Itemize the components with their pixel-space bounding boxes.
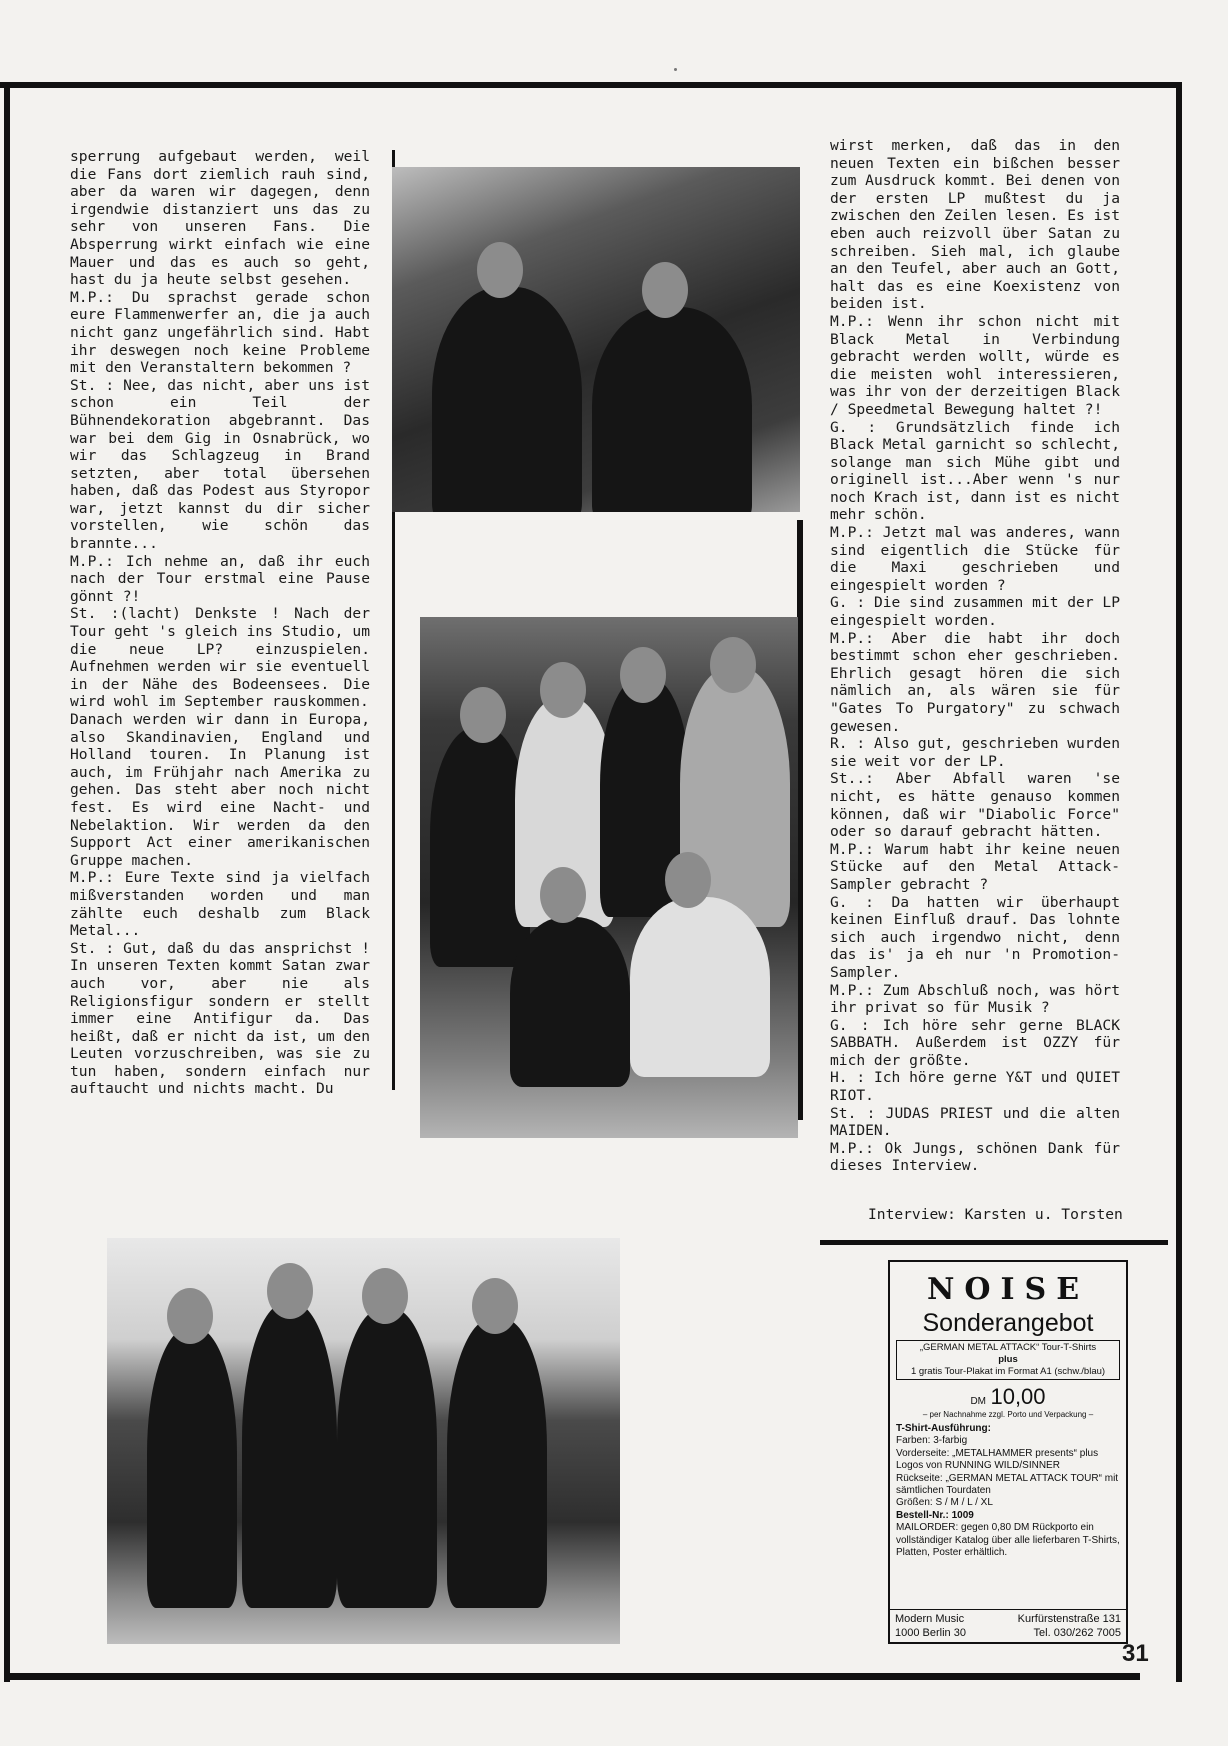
person-figure xyxy=(337,1308,437,1608)
band-photo-group xyxy=(420,617,798,1138)
offer-line: „GERMAN METAL ATTACK“ Tour-T-Shirts xyxy=(919,1342,1097,1353)
person-figure xyxy=(630,897,770,1077)
price xyxy=(890,1384,1126,1410)
price-currency: DM xyxy=(970,1396,987,1407)
paragraph: sperrung aufgebaut werden, weil die Fans dort ziemlich rauh sind, aber da waren wir dagegen, denn irgendwie distanziert uns das zu sehr von unseren Fans. Die Absperrung wirkt einfach wie eine Mauer und das es auch so geht, hast du ja heute selbst gesehen. xyxy=(70,148,370,289)
person-head xyxy=(267,1263,313,1319)
interview-column-left xyxy=(70,148,370,1098)
offer-box xyxy=(896,1340,1120,1380)
page-frame-bottom xyxy=(4,1673,1140,1680)
person-head xyxy=(167,1288,213,1344)
paragraph: G. : Grundsätzlich finde ich Black Metal garnicht so schlecht, solange man sich Mühe gibt und originell ist...Aber wenn 's nur noch Krach ist, dann ist es nicht mehr schön. xyxy=(830,418,1120,524)
offer-plus: plus xyxy=(998,1354,1018,1365)
paragraph: R. : Also gut, geschrieben wurden sie weit vor der LP. xyxy=(830,735,1120,770)
person-figure xyxy=(147,1328,237,1608)
paragraph: St..: Aber Abfall waren 'se nicht, es hätte genauso kommen können, daß wir "Diabolic Force" oder so darauf gebracht hätten. xyxy=(830,770,1120,841)
person-head xyxy=(620,647,666,703)
person-head xyxy=(642,262,688,318)
paragraph: St. : JUDAS PRIEST und die alten MAIDEN. xyxy=(830,1104,1120,1140)
person-figure xyxy=(510,917,630,1087)
paragraph: M.P.: Ok Jungs, schönen Dank für dieses Interview. xyxy=(830,1139,1120,1175)
paragraph: wirst merken, daß das in den neuen Texten ein bißchen besser zum Ausdruck kommt. Bei denen von der ersten LP mußtest du ja zwischen den Zeilen lesen. Es ist eben auch reizvoll über Satan zu schreiben. Sieh mal, ich glaube an den Teufel, aber auch an Gott, halt das es eine Koexistenz von beiden ist. xyxy=(830,137,1120,313)
paper-speck xyxy=(674,68,677,71)
paragraph: M.P.: Warum habt ihr keine neuen Stücke auf den Metal Attack-Sampler gebracht ? xyxy=(830,840,1120,893)
paragraph: M.P.: Aber die habt ihr doch bestimmt schon eher geschrieben. Ehrlich gesagt hören die sich nämlich an, als wären sie für "Gates To Purgatory" zu schwach gewesen. xyxy=(830,629,1120,735)
person-head xyxy=(540,662,586,718)
paragraph: M.P.: Eure Texte sind ja vielfach mißverstanden worden und man zählte euch deshalb zum Black Metal... xyxy=(70,869,370,940)
band-photo-outdoor xyxy=(107,1238,620,1644)
paragraph: G. : Die sind zusammen mit der LP eingespielt worden. xyxy=(830,594,1120,630)
price-amount: 10,00 xyxy=(990,1384,1046,1409)
offer-line: 1 gratis Tour-Plakat im Format A1 (schw./blau) xyxy=(910,1366,1106,1377)
paragraph: Danach werden wir dann in Europa, also Skandinavien, England und Holland touren. In Planung ist auch, im Frühjahr nach Amerika zu gehen. Das steht aber noch nicht fest. Es wird eine Nacht- und Nebelaktion. Wir werden da den Support Act einer amerikanischen Gruppe machen. xyxy=(70,711,370,869)
shop-city: 1000 Berlin 30 xyxy=(895,1627,966,1639)
person-head xyxy=(710,637,756,693)
interview-credit: Interview: Karsten u. Torsten xyxy=(868,1206,1123,1223)
person-head xyxy=(472,1278,518,1334)
ad-separator xyxy=(820,1240,1168,1245)
price-note: – per Nachnahme zzgl. Porto und Verpackung – xyxy=(922,1410,1094,1419)
ad-details xyxy=(896,1423,1120,1559)
person-head xyxy=(540,867,586,923)
shirt-colors: Farben: 3-farbig xyxy=(896,1435,968,1447)
person-head xyxy=(460,687,506,743)
shirt-back: Rückseite: „GERMAN METAL ATTACK TOUR“ mit sämtlichen Tourdaten xyxy=(896,1472,1119,1497)
noise-advertisement xyxy=(888,1260,1128,1644)
noise-logo: NOISE xyxy=(926,1272,1090,1307)
page-frame-right xyxy=(1176,82,1182,1682)
person-figure xyxy=(592,307,752,512)
band-photo-duo xyxy=(392,167,800,512)
paragraph: St. :(lacht) Denkste ! Nach der Tour geht 's gleich ins Studio, um die neue LP? einzuspielen. Aufnehmen werden wir sie eventuell in der Nähe des Bodeensees. Die wird wohl im September rauskommen. xyxy=(70,605,370,711)
shop-name: Modern Music xyxy=(895,1613,965,1625)
paragraph: M.P.: Jetzt mal was anderes, wann sind eigentlich die Stücke für die Maxi geschrieben und eingespielt worden ? xyxy=(830,524,1120,594)
paragraph: M.P.: Ich nehme an, daß ihr euch nach der Tour erstmal eine Pause gönnt ?! xyxy=(70,552,370,605)
paragraph: G. : Da hatten wir überhaupt keinen Einfluß drauf. Das lohnte sich auch irgendwo nicht, denn das is' ja eh nur 'n Promotion-Sampler. xyxy=(830,893,1120,981)
shirt-heading: T-Shirt-Ausführung: xyxy=(896,1423,991,1434)
paragraph: M.P.: Wenn ihr schon nicht mit Black Metal in Verbindung gebracht werden wollt, würde es die meisten wohl interessieren, was ihr von der derzeitigen Black / Speedmetal Bewegung haltet ?! xyxy=(830,312,1120,418)
mailorder-note: MAILORDER: gegen 0,80 DM Rückporto ein vollständiger Katalog über alle lieferbaren T-Shirts, Platten, Poster erhältlich. xyxy=(896,1522,1120,1559)
ad-title: Sonderangebot xyxy=(922,1309,1094,1337)
person-head xyxy=(477,242,523,298)
shirt-front: Vorderseite: „METALHAMMER presents“ plus Logos von RUNNING WILD/SINNER xyxy=(896,1447,1099,1472)
paragraph: St. : Gut, daß du das ansprichst ! In unseren Texten kommt Satan zwar auch vor, aber nie als Religionsfigur sondern er stellt immer eine Antifigur da. Das heißt, daß er nicht da ist, um den Leuten vorzuschreiben, was sie zu tun haben, sondern einfach nur auftaucht und nichts macht. Du xyxy=(70,939,370,1098)
shirt-sizes: Größen: S / M / L / XL xyxy=(896,1497,993,1509)
person-head xyxy=(665,852,711,908)
paragraph: St. : Nee, das nicht, aber uns ist schon ein Teil der Bühnendekoration abgebrannt. Das war bei dem Gig in Osnabrück, wo wir das Schlagzeug in Brand setzten, aber total übersehen haben, daß das Podest aus Styropor war, jetzt kannst du dir sicher vorstellen, wie schön das brannte... xyxy=(70,376,370,553)
page-frame-left xyxy=(4,82,10,1682)
person-figure xyxy=(447,1318,547,1608)
page-frame-top xyxy=(0,82,1180,88)
person-figure xyxy=(432,287,582,512)
page-number: 31 xyxy=(1122,1640,1149,1667)
shop-phone: Tel. 030/262 7005 xyxy=(1033,1627,1121,1639)
paragraph: M.P.: Zum Abschluß noch, was hört ihr privat so für Musik ? xyxy=(830,981,1120,1017)
shop-street: Kurfürstenstraße 131 xyxy=(1017,1613,1121,1625)
order-number: Bestell-Nr.: 1009 xyxy=(896,1509,974,1521)
interview-column-right xyxy=(830,137,1120,1175)
person-head xyxy=(362,1268,408,1324)
ad-address xyxy=(890,1609,1126,1642)
person-figure xyxy=(242,1303,337,1608)
paragraph: M.P.: Du sprachst gerade schon eure Flammenwerfer an, die ja auch nicht ganz ungefährlich sind. Habt ihr deswegen noch keine Probleme mit den Veranstaltern bekommen ? xyxy=(70,288,370,377)
paragraph: G. : Ich höre sehr gerne BLACK SABBATH. Außerdem ist OZZY für mich der größte. xyxy=(830,1016,1120,1069)
paragraph: H. : Ich höre gerne Y&T und QUIET RIOT. xyxy=(830,1069,1120,1105)
